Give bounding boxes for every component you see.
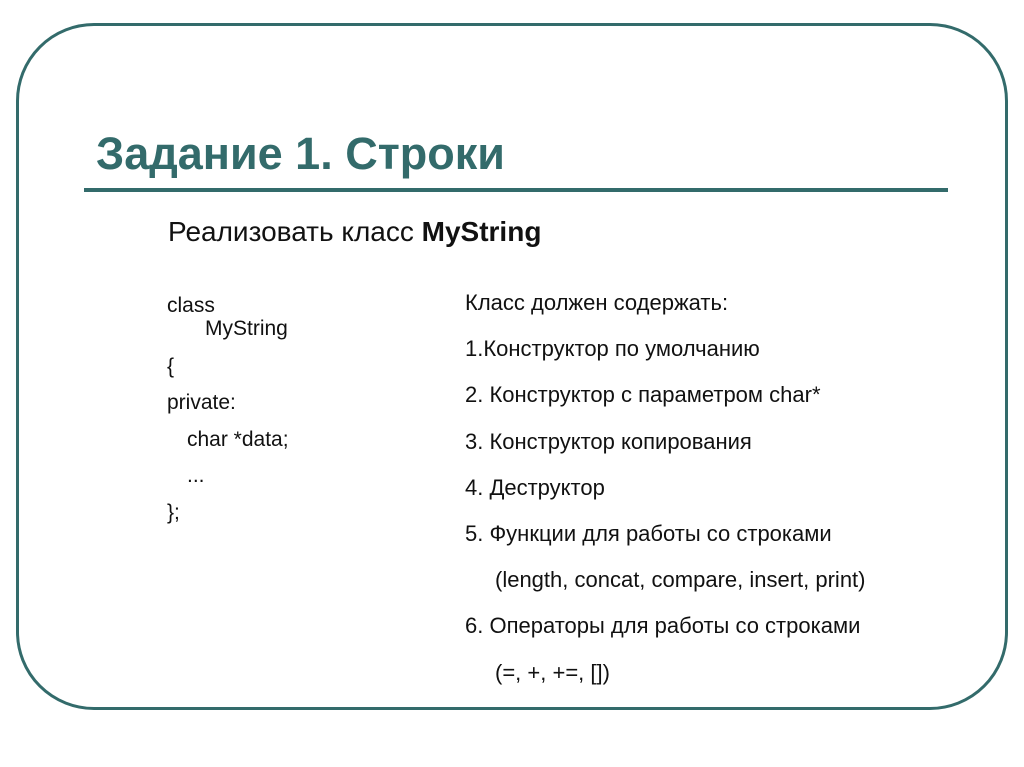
list-item: 5. Функции для работы со строками xyxy=(465,521,832,547)
title-divider xyxy=(84,188,948,192)
code-line: }; xyxy=(167,500,180,524)
code-line: class xyxy=(167,294,215,317)
code-block xyxy=(167,288,289,531)
list-item: 2. Конструктор с параметром char* xyxy=(465,382,821,408)
code-line: MyString xyxy=(205,316,288,340)
subtitle-text: Реализовать класс xyxy=(168,216,422,247)
list-item: 6. Операторы для работы со строками xyxy=(465,613,861,639)
code-line: char *data; xyxy=(187,427,289,451)
list-item: 3. Конструктор копирования xyxy=(465,428,752,454)
code-line: { xyxy=(167,354,175,378)
slide-title: Задание 1. Строки xyxy=(96,128,505,179)
subtitle xyxy=(168,216,541,248)
list-item-continuation: (length, concat, compare, insert, print) xyxy=(495,567,866,593)
requirements-list xyxy=(465,280,866,696)
list-item-continuation: (=, +, +=, []) xyxy=(495,659,610,685)
subtitle-class-name: MyString xyxy=(421,216,542,247)
list-item: 1.Конструктор по умолчанию xyxy=(465,336,760,362)
list-item: 4. Деструктор xyxy=(465,474,605,500)
list-heading: Класс должен содержать: xyxy=(465,290,729,315)
code-line: private: xyxy=(167,391,236,414)
code-line: ... xyxy=(187,464,205,487)
